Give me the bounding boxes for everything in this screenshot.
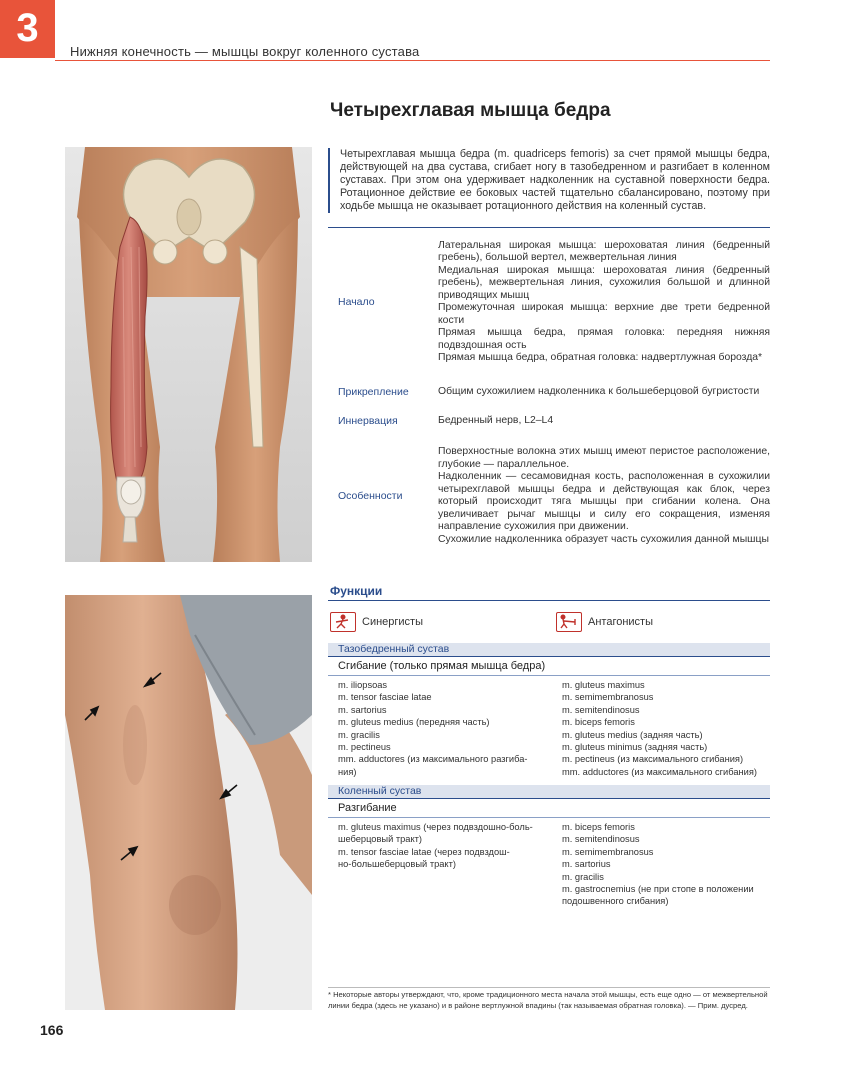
row-label: Прикрепление (338, 386, 409, 398)
row-content (438, 415, 770, 428)
synergists-icon (330, 612, 356, 632)
row-line: Бедренный нерв, L2–L4 (438, 414, 554, 426)
list-item: шеберцовый тракт) (338, 834, 422, 845)
intro-paragraph: Четырехглавая мышца бедра (m. quadriceps femoris) за счет прямой мышцы бедра, действующей на два сустава, сгибает ногу в тазобедренном и разгибает в коленном суставах. При этом она удерживает надколенник на суставной поверхности бедра. Ротационное действие ее боковых частей тщательно сбалансировано, поэтому при ходьбе мышца не оказывает ротационного действия на коленный сустав. (328, 148, 770, 213)
list-item: m. gastrocnemius (не при стопе в положении (562, 884, 754, 895)
list-item: m. pectineus (из максимального сгибания) (562, 754, 744, 765)
list-item: m. semitendinosus (562, 704, 640, 715)
row-line: Общим сухожилием надколенника к большеберцовой бугристости (438, 385, 760, 397)
list-item: mm. adductores (из максимального сгибания) (562, 766, 757, 777)
list-item: m. gluteus medius (задняя часть) (562, 729, 703, 740)
list-item: m. iliopsoas (338, 680, 388, 690)
row-content (438, 446, 770, 546)
list-item: m. pectineus (338, 742, 391, 753)
hip-subrule (328, 675, 770, 676)
antagonists-label: Антагонисты (588, 616, 653, 628)
knee-motion: Разгибание (338, 802, 397, 814)
header-rule (55, 60, 770, 61)
running-header: Нижняя конечность — мышцы вокруг коленного сустава (70, 44, 420, 59)
chapter-number: 3 (16, 6, 39, 50)
list-item: m. tensor fasciae latae (через подвздош- (338, 846, 510, 857)
knee-joint-band: Коленный сустав (328, 785, 770, 799)
row-line: Сухожилие надколенника образует часть сухожилия данной мышцы (438, 533, 769, 545)
hip-synergists-list (338, 679, 548, 778)
list-item: m. biceps femoris (562, 822, 635, 832)
row-label: Начало (338, 296, 375, 308)
list-item: но-большеберцовый тракт) (338, 859, 456, 870)
row-label: Иннервация (338, 415, 398, 427)
list-item: m. sartorius (338, 704, 387, 715)
functions-rule (328, 600, 770, 601)
muscle-info-table (328, 227, 770, 558)
knee-antagonists-list (562, 821, 770, 908)
list-item: m. gracilis (562, 871, 604, 882)
footnote-rule (328, 987, 770, 988)
footnote: * Некоторые авторы утверждают, что, кроме традиционного места начала этой мышцы, есть еще одно — от межвертельной линии бедра (здесь не указано) и в районе вертлужной впадины (так называемая обратная головка). — Прим. дусред. (328, 990, 768, 1010)
knee-subrule (328, 817, 770, 818)
list-item: mm. adductores (из максимального разгиба- (338, 754, 528, 765)
legend-synergists (330, 612, 423, 632)
row-innervation (328, 408, 770, 434)
row-features (328, 434, 770, 558)
page-number: 166 (40, 1022, 64, 1038)
row-line: Поверхностные волокна этих мышц имеют перистое расположение, глубокие — параллельное. (438, 446, 770, 470)
list-item: m. gracilis (338, 729, 380, 740)
list-item: m. sartorius (562, 859, 611, 870)
list-item: m. semimembranosus (562, 846, 654, 857)
leg-photo (65, 595, 312, 1010)
legend-antagonists (556, 612, 653, 632)
row-content (438, 386, 770, 399)
hip-motion: Сгибание (только прямая мышца бедра) (338, 660, 546, 672)
antagonists-icon (556, 612, 582, 632)
row-line: Медиальная широкая мышца: шероховатая линия (бедренный гребень), межвертельная линия, сухожилия большой и длинной приводящих мышц (438, 264, 770, 301)
hip-joint-band: Тазобедренный сустав (328, 643, 770, 657)
list-item: m. tensor fasciae latae (338, 692, 432, 703)
row-line: Промежуточная широкая мышца: верхние две трети бедренной кости (438, 302, 770, 326)
page-title: Четырехглавая мышца бедра (330, 100, 611, 121)
list-item: m. biceps femoris (562, 717, 635, 728)
row-line: Прямая мышца бедра, обратная головка: надвертлужная борозда* (438, 352, 763, 363)
list-item: m. gluteus maximus (через подвздошно-боль- (338, 822, 533, 832)
row-line: Надколенник — сесамовидная кость, расположенная в сухожилии четырехглавой мышцы бедра и действующая как блок, через который происходит тяга мышцы при сгибании колена. Она увеличивает рычаг мышцы и силу его сокращения, изменяя направление сухожилия при движении. (438, 471, 770, 532)
hip-antagonists-list (562, 679, 770, 778)
list-item: m. gluteus medius (передняя часть) (338, 717, 490, 728)
list-item: m. semimembranosus (562, 692, 654, 703)
list-item: m. gluteus maximus (562, 680, 645, 690)
list-item: ния) (338, 766, 357, 777)
row-line: Латеральная широкая мышца: шероховатая линия (бедренный гребень), большой вертел, межвертельная линия (438, 239, 770, 263)
list-item: m. semitendinosus (562, 834, 640, 845)
row-content (438, 240, 770, 365)
row-insertion (328, 376, 770, 408)
functions-title: Функции (330, 584, 383, 598)
knee-synergists-list (338, 821, 550, 871)
row-label: Особенности (338, 490, 403, 502)
list-item: подошвенного сгибания) (562, 896, 669, 907)
list-item: m. gluteus minimus (задняя часть) (562, 742, 708, 753)
synergists-label: Синергисты (362, 616, 423, 628)
row-origin (328, 228, 770, 376)
anatomy-illustration (65, 147, 312, 562)
row-line: Прямая мышца бедра, прямая головка: передняя нижняя подвздошная ость (438, 327, 770, 351)
